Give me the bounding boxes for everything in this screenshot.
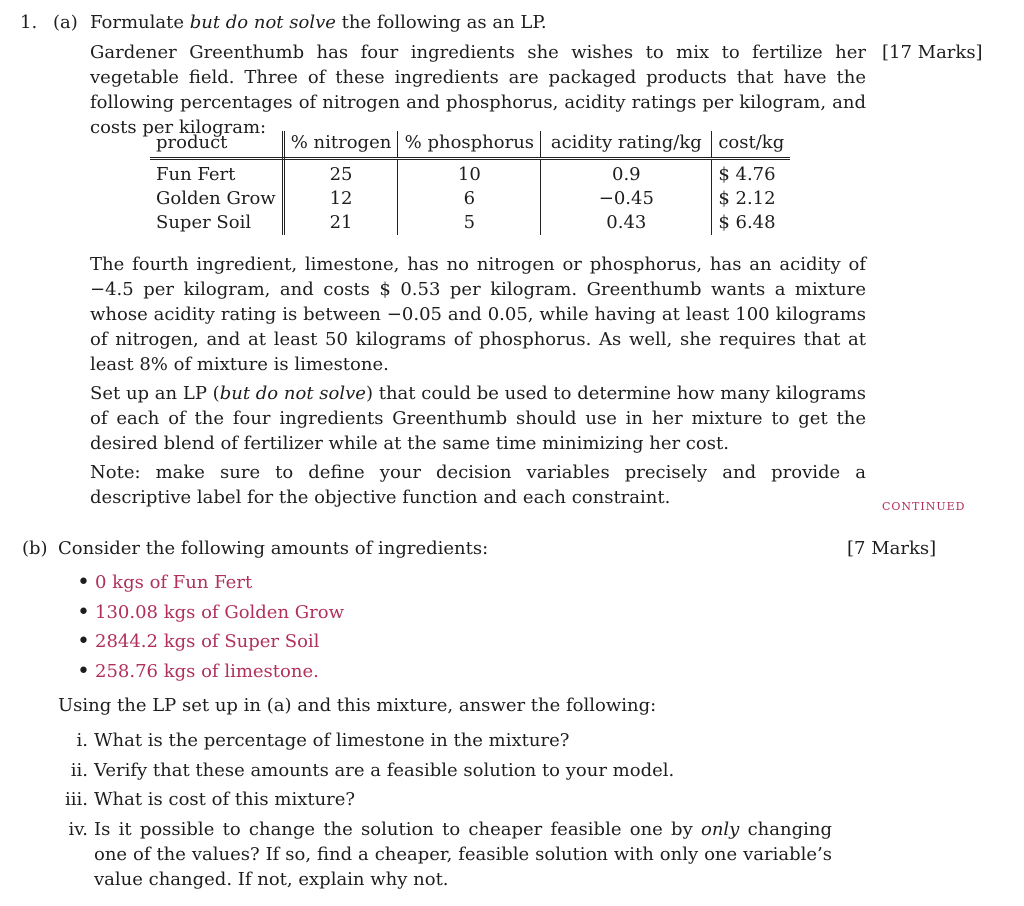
table-header-row	[150, 131, 790, 159]
cell-acidity: −0.45	[541, 187, 712, 211]
question-numeral: iii.	[65, 789, 88, 810]
table-row	[150, 159, 790, 188]
question-text-emphasis: only	[700, 818, 740, 840]
part-a-intro	[90, 10, 547, 35]
ingredient-list	[77, 570, 344, 688]
list-item	[56, 817, 832, 892]
list-item	[56, 728, 832, 758]
part-a-paragraph-3-emphasis: but do not solve	[219, 383, 366, 404]
part-a-label: (a)	[53, 12, 78, 33]
ingredient-amount: 258.76 kgs of limestone.	[95, 660, 319, 682]
table-row	[150, 187, 790, 211]
list-item	[77, 570, 344, 600]
list-item	[77, 659, 344, 689]
cell-cost: $ 4.76	[712, 159, 790, 188]
table-row	[150, 211, 790, 235]
cell-phosphorus: 5	[398, 211, 541, 235]
list-item	[77, 600, 344, 630]
cell-product: Fun Fert	[150, 159, 283, 188]
cell-cost: $ 2.12	[712, 187, 790, 211]
list-item	[56, 758, 832, 788]
part-a-note: Note: make sure to define your decision variables precisely and provide a descriptive label for the objective function and each constraint.	[90, 462, 866, 508]
header-nitrogen: % nitrogen	[283, 131, 398, 159]
continued-label: CONTINUED	[882, 500, 966, 513]
product-table	[150, 131, 790, 235]
header-phosphorus: % phosphorus	[398, 131, 541, 159]
ingredient-amount: 2844.2 kgs of Super Soil	[95, 631, 320, 652]
cell-acidity: 0.9	[541, 159, 712, 188]
question-number: 1.	[20, 12, 38, 33]
part-b-intro: Consider the following amounts of ingredients:	[58, 538, 489, 559]
part-a-marks: [17 Marks]	[882, 42, 983, 63]
ingredient-amount: 130.08 kgs of Golden Grow	[95, 601, 345, 623]
cell-nitrogen: 25	[283, 159, 398, 188]
question-numeral: iv.	[68, 818, 88, 840]
question-numeral: ii.	[70, 759, 88, 781]
question-text-post: changing one of the values? If so, find a cheaper, feasible solution with only one variable’s value changed. If not, explain why not.	[94, 818, 832, 890]
question-text: Verify that these amounts are a feasible solution to your model.	[94, 759, 675, 781]
cell-phosphorus: 6	[398, 187, 541, 211]
cell-phosphorus: 10	[398, 159, 541, 188]
question-text: What is cost of this mixture?	[94, 789, 356, 810]
cell-product: Super Soil	[150, 211, 283, 235]
part-b-label: (b)	[22, 538, 48, 559]
cell-product: Golden Grow	[150, 187, 283, 211]
cell-acidity: 0.43	[541, 211, 712, 235]
part-b-marks: [7 Marks]	[847, 538, 937, 559]
part-a-intro-post: the following as an LP.	[335, 12, 547, 33]
part-a-paragraph-2: The fourth ingredient, limestone, has no nitrogen or phosphorus, has an acidity of −4.5 per kilogram, and costs $ 0.53 per kilogram. Greenthumb wants a mixture whose acidity rating is between −0.05 and 0.05, while having at least 100 kilograms of nitrogen, and at least 50 kilograms of phosphorus. As well, she requires that at least 8% of mixture is limestone.	[90, 254, 866, 375]
header-acidity: acidity rating/kg	[541, 131, 712, 159]
header-cost: cost/kg	[712, 131, 790, 159]
part-a-paragraph-3	[90, 381, 866, 456]
ingredient-amount: 0 kgs of Fun Fert	[95, 572, 253, 593]
cell-nitrogen: 12	[283, 187, 398, 211]
list-item	[77, 629, 344, 659]
list-item	[56, 787, 832, 817]
question-list	[56, 728, 832, 892]
question-numeral: i.	[76, 730, 88, 751]
part-a-paragraph-1: Gardener Greenthumb has four ingredients she wishes to mix to fertilize her vegetable field. Three of these ingredients are packaged products that have the following percentages of nitrogen and phosphorus, acidity ratings per kilogram, and costs per kilogram:	[90, 42, 866, 138]
part-a-intro-pre: Formulate	[90, 12, 190, 33]
part-b-lead: Using the LP set up in (a) and this mixture, answer the following:	[58, 695, 657, 716]
part-a-paragraph-3-post: ) that could be used to determine how many kilograms of each of the four ingredients Greenthumb should use in her mixture to get the desired blend of fertilizer while at the same time minimizing her cost.	[90, 383, 866, 454]
cell-cost: $ 6.48	[712, 211, 790, 235]
cell-nitrogen: 21	[283, 211, 398, 235]
question-text-pre: Is it possible to change the solution to cheaper feasible one by	[94, 818, 701, 840]
part-a-intro-emphasis: but do not solve	[189, 12, 336, 33]
question-text: What is the percentage of limestone in the mixture?	[94, 730, 570, 751]
part-a-paragraph-3-pre: Set up an LP (	[90, 383, 220, 404]
header-product: product	[150, 131, 283, 159]
